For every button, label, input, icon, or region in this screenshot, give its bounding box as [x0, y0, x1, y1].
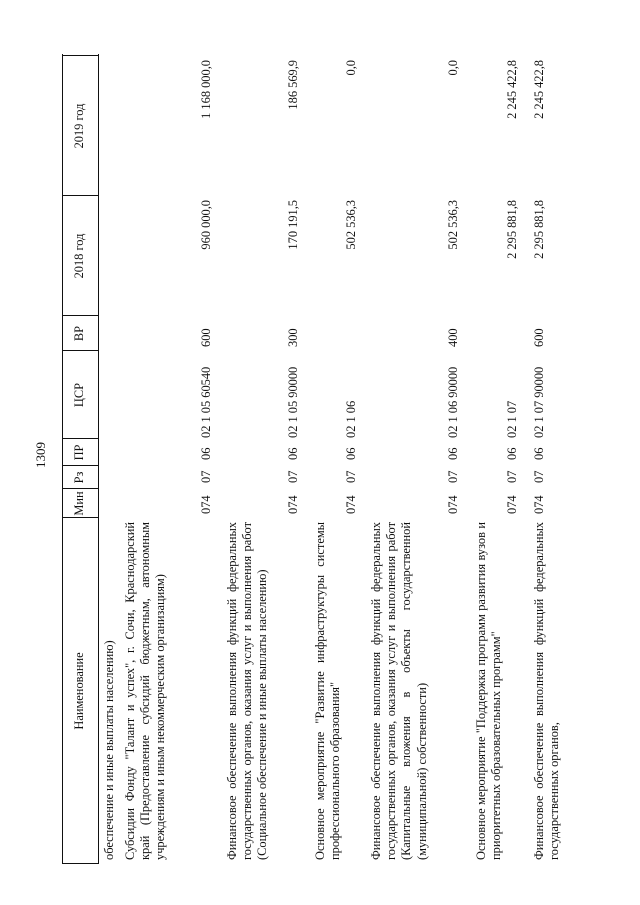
row-min: 074 — [199, 495, 213, 514]
row-2019: 186 569,9 — [286, 60, 300, 110]
row-2018: 502 536,3 — [344, 200, 358, 250]
row-min: 074 — [532, 495, 546, 514]
row-min: 074 — [505, 495, 519, 514]
row-vr: 600 — [532, 328, 546, 347]
row-name: Финансовое обеспечение выполнения функций федеральных государственных органов, оказания услуг и выполнения работ (Социальное обеспечение и иные выплаты населению) — [225, 522, 270, 860]
row-name: Основное мероприятие "Развитие инфраструктуры системы профессионального образования" — [313, 522, 343, 860]
row-pr: 06 — [446, 447, 460, 460]
row-csr: 02 1 06 90000 — [446, 366, 460, 438]
header-vr: ВР — [72, 325, 87, 342]
row-rz: 07 — [532, 470, 546, 483]
row-rz: 07 — [446, 470, 460, 483]
row-pr: 06 — [286, 447, 300, 460]
row-name: Финансовое обеспечение выполнения функций федеральных государственных органов, — [532, 522, 562, 860]
row-vr: 400 — [446, 328, 460, 347]
row-2019: 2 245 422,8 — [505, 60, 519, 119]
row-2019: 1 168 000,0 — [199, 60, 213, 119]
header-bottom-border — [98, 54, 99, 864]
continued-text: обеспечение и иные выплаты населению) — [102, 640, 116, 860]
header-2019: 2019 год — [72, 103, 87, 149]
row-min: 074 — [286, 495, 300, 514]
row-vr: 300 — [286, 328, 300, 347]
row-min: 074 — [344, 495, 358, 514]
row-2019: 0,0 — [446, 60, 460, 76]
row-pr: 06 — [505, 447, 519, 460]
row-2018: 2 295 881,8 — [532, 200, 546, 259]
header-csr: ЦСР — [72, 382, 87, 408]
row-csr: 02 1 05 90000 — [286, 366, 300, 438]
row-2018: 2 295 881,8 — [505, 200, 519, 259]
row-name: Основное мероприятие "Поддержка программ развития вузов и приоритетных образовательных программ" — [474, 522, 504, 860]
header-2018: 2018 год — [72, 233, 87, 279]
header-pr: ПР — [72, 444, 87, 461]
row-2018: 170 191,5 — [286, 200, 300, 250]
row-2019: 2 245 422,8 — [532, 60, 546, 119]
row-name: Финансовое обеспечение выполнения функций федеральных государственных органов, оказания услуг и выполнения работ (Капитальные вложения в объекты государственной (муниципальной) собственности) — [369, 522, 429, 860]
row-csr: 02 1 06 — [344, 400, 358, 438]
row-2018: 960 000,0 — [199, 200, 213, 250]
row-min: 074 — [446, 495, 460, 514]
header-min: Мин — [72, 491, 87, 516]
row-pr: 06 — [344, 447, 358, 460]
budget-table — [62, 54, 602, 864]
row-pr: 06 — [199, 447, 213, 460]
row-csr: 02 1 07 90000 — [532, 366, 546, 438]
row-rz: 07 — [344, 470, 358, 483]
row-vr: 600 — [199, 328, 213, 347]
row-2019: 0,0 — [344, 60, 358, 76]
row-rz: 07 — [199, 470, 213, 483]
row-csr: 02 1 05 60540 — [199, 366, 213, 438]
row-rz: 07 — [505, 470, 519, 483]
row-pr: 06 — [532, 447, 546, 460]
row-name: Субсидии Фонду "Талант и успех", г. Сочи, Краснодарский край (Предоставление субсидий бюджетным, автономным учреждениям и иным некоммерческим организациям) — [123, 522, 168, 860]
header-rz: Рз — [72, 471, 87, 484]
row-2018: 502 536,3 — [446, 200, 460, 250]
header-name: Наименование — [72, 652, 87, 730]
page-number: 1309 — [33, 442, 48, 468]
row-rz: 07 — [286, 470, 300, 483]
row-csr: 02 1 07 — [505, 400, 519, 438]
